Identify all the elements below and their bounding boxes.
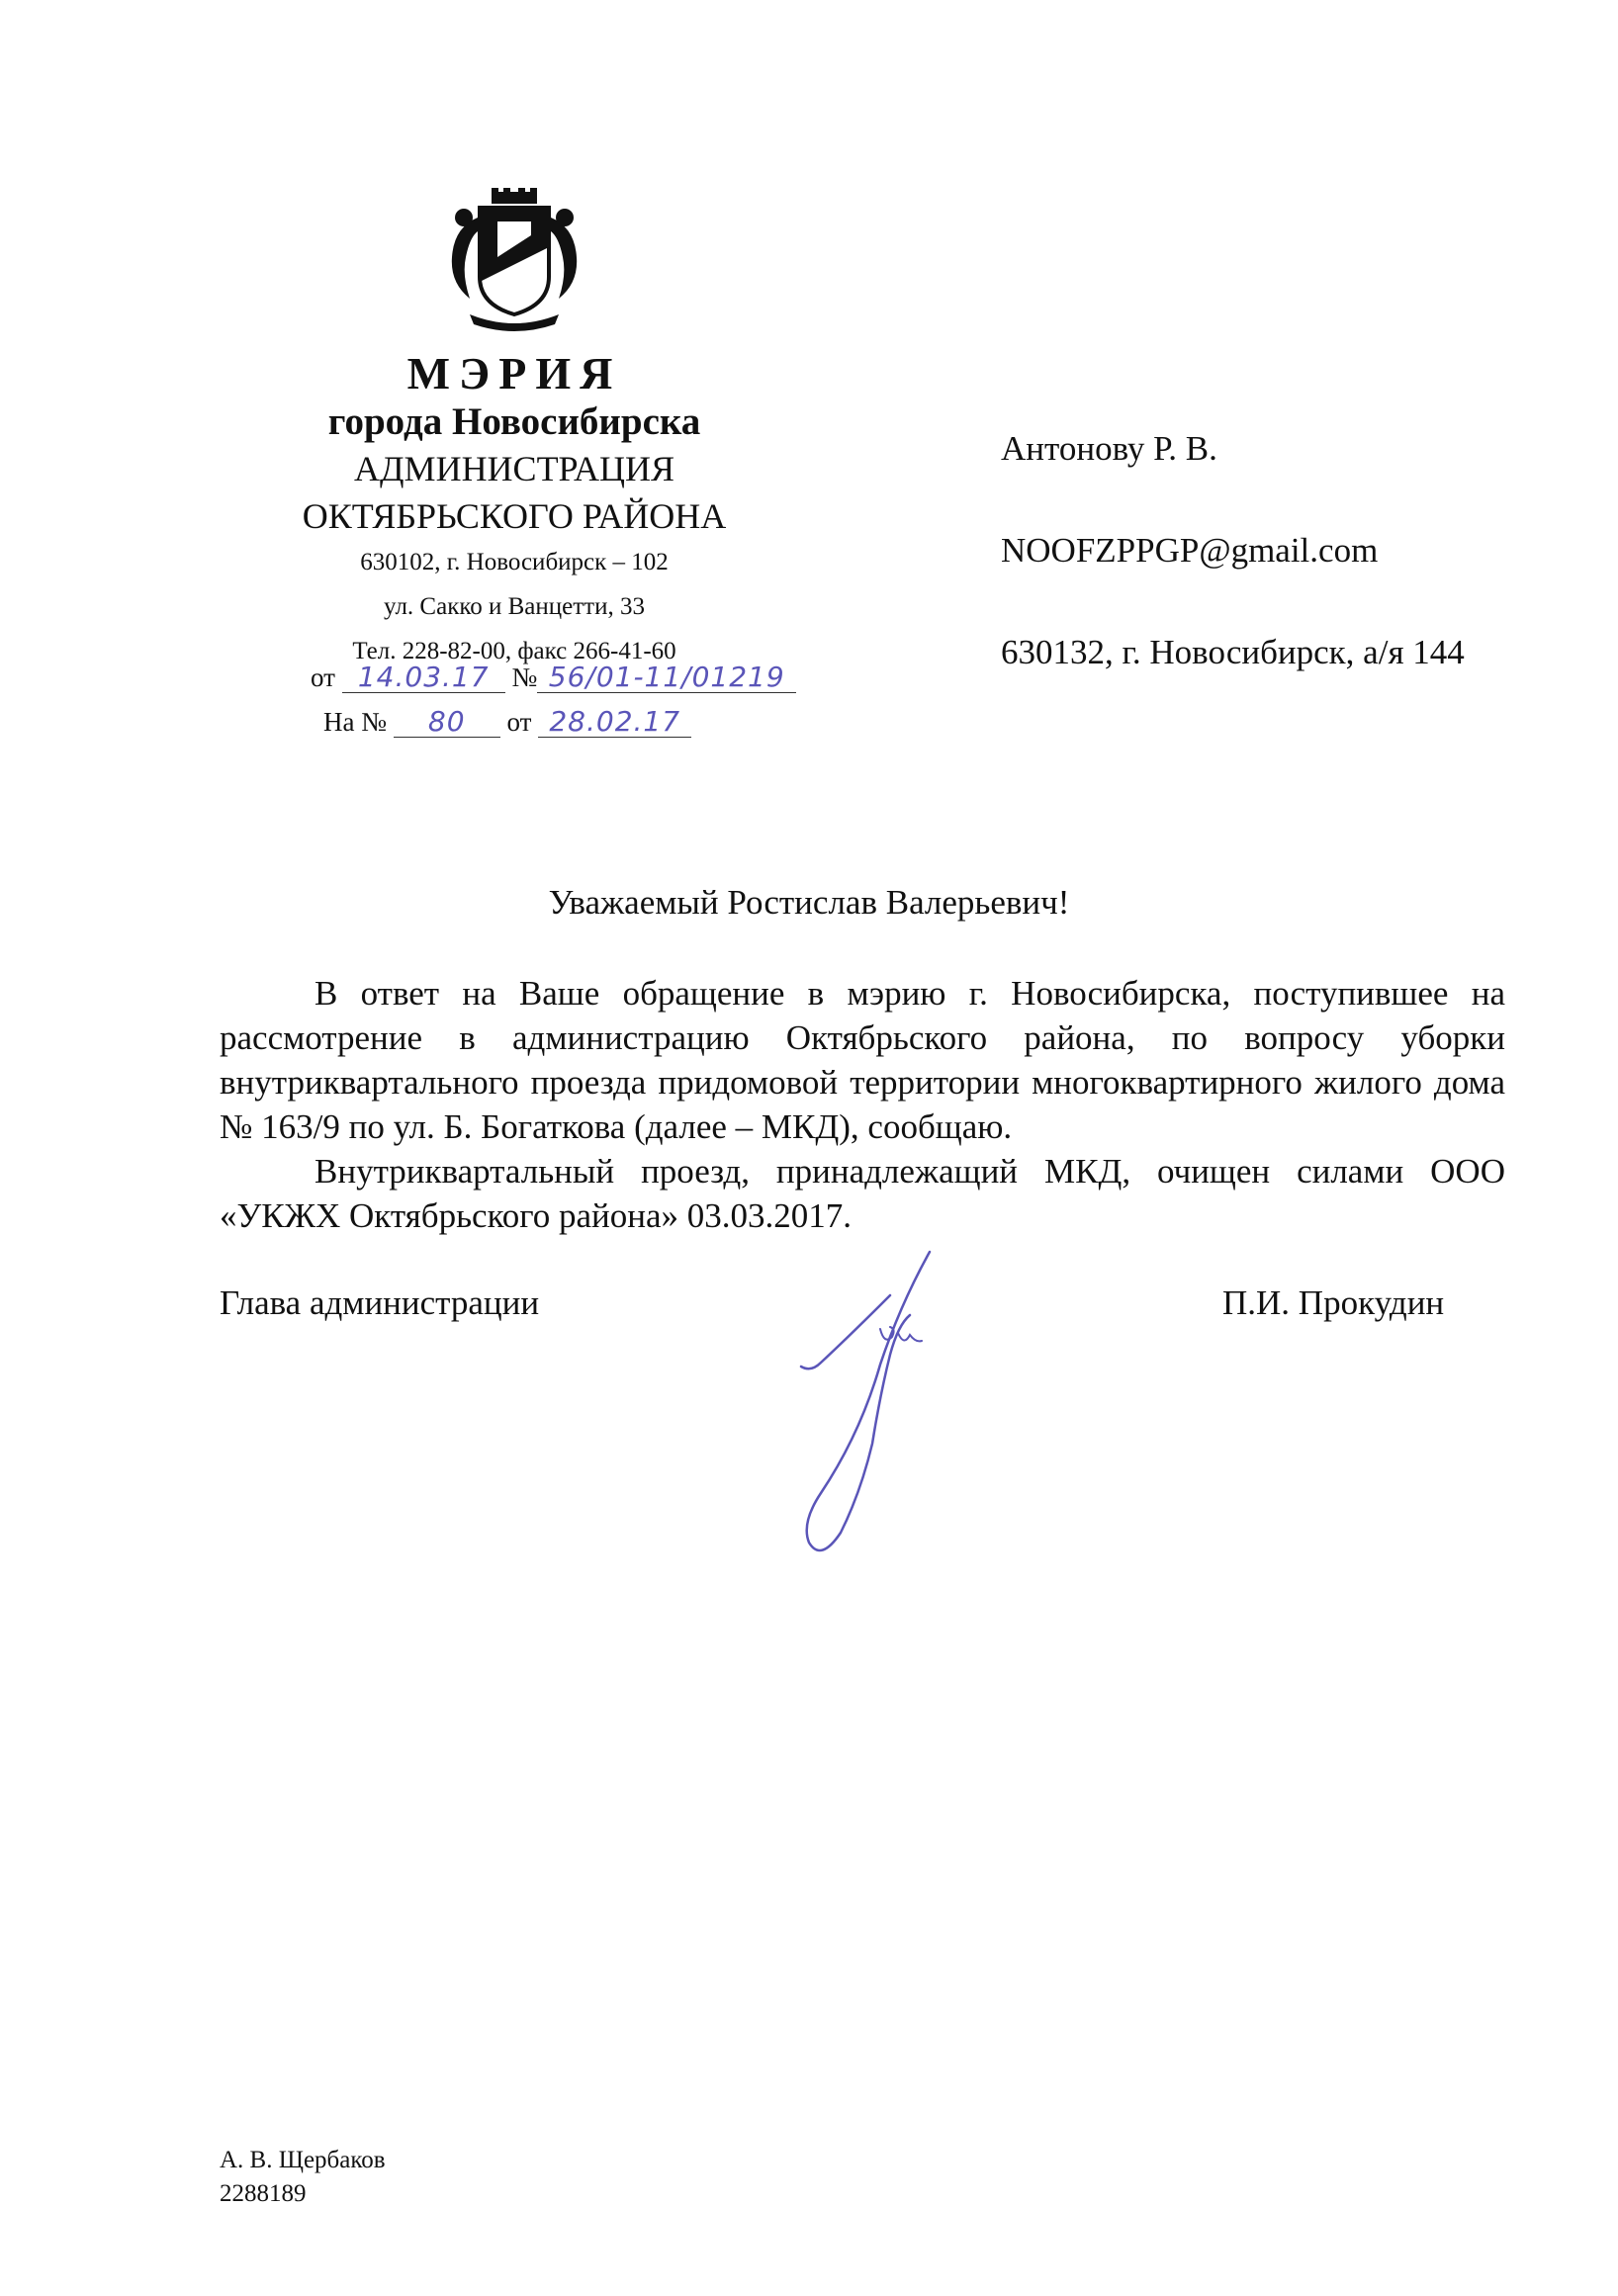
incoming-reference [323,705,691,739]
novosibirsk-coat-of-arms-icon [440,188,588,336]
executor-phone: 2288189 [220,2180,307,2207]
org-address-street: ул. Сакко и Ванцетти, 33 [384,593,645,620]
org-district: ОКТЯБРЬСКОГО РАЙОНА [302,496,727,536]
executor-name: А. В. Щербаков [220,2147,386,2173]
recipient-block [1001,425,1465,731]
body-paragraph-1: В ответ на Ваше обращение в мэрию г. Новосибирска, поступившее на рассмотрение в администрацию Октябрьского района, по вопросу уборки внутриквартального проезда придомовой территории многоквартирного жилого дома № 163/9 по ул. Б. Богаткова (далее – МКД), сообщаю. [220,974,1505,1146]
letter-body [220,971,1505,1238]
recipient-email: NOOFZPPGP@gmail.com [1001,531,1379,570]
outgoing-number: 56/01-11/01219 [537,662,796,693]
signatory-title: Глава администрации [220,1283,540,1322]
reply-number: 80 [394,707,500,738]
org-administration: АДМИНИСТРАЦИЯ [354,449,674,488]
recipient-name: Антонову Р. В. [1001,429,1217,468]
outgoing-registration [311,661,796,694]
salutation: Уважаемый Ростислав Валерьевич! [548,883,1070,922]
outgoing-date: 14.03.17 [342,662,505,693]
org-city: города Новосибирска [327,400,701,443]
letterhead [237,188,791,673]
org-address-postal: 630102, г. Новосибирск – 102 [360,549,669,575]
signatory-name: П.И. Прокудин [1222,1283,1445,1322]
from-label: от [311,662,335,692]
body-paragraph-2: Внутриквартальный проезд, принадлежащий МКД, очищен силами ООО «УКЖХ Октябрьского района» 03.03.2017. [220,1152,1505,1235]
reply-number-label: На № [323,707,387,737]
reply-date: 28.02.17 [538,707,691,738]
reply-from-label: от [506,707,532,737]
number-label: № [511,662,538,692]
org-title: МЭРИЯ [406,348,622,398]
executor-info [220,2144,386,2211]
org-phone-fax: Тел. 228-82-00, факс 266-41-60 [352,638,676,664]
handwritten-signature-icon [781,1246,959,1572]
recipient-address: 630132, г. Новосибирск, а/я 144 [1001,633,1465,671]
